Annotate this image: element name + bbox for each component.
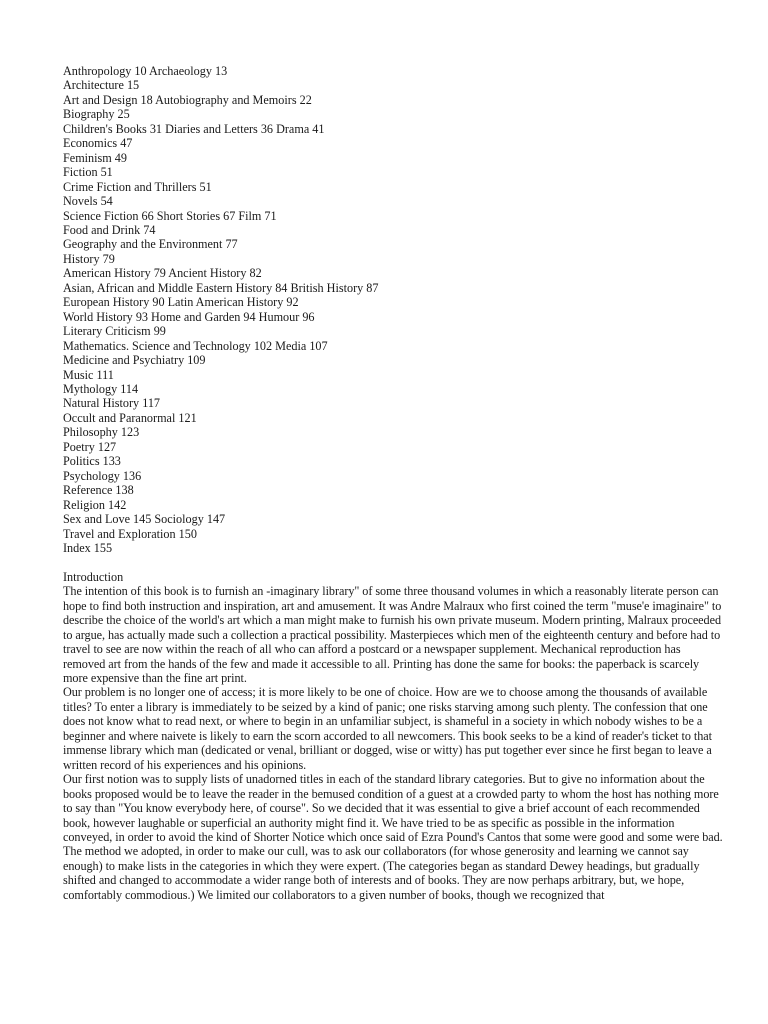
toc-entry: Economics 47 [63,136,133,151]
toc-entry: Feminism 49 [63,150,127,165]
toc-entry: American History 79 Ancient History 82 [63,266,262,281]
toc-entry: Philosophy 123 [63,425,140,440]
toc-entry: Asian, African and Middle Eastern History 84 British History 87 [63,280,379,295]
toc-entry: Food and Drink 74 [63,222,156,237]
toc-entry: Architecture 15 [63,78,140,93]
intro-paragraph: Our first notion was to supply lists of unadorned titles in each of the standard library categories. But to give no information about the books proposed would be to leave the reader in the bemused condition of a guest at a crowded party to whom the host has nothing more to say than "You know everybody here, of course". So we decided that it was essential to give a brief account of each recommended book, however laughable or superficial an authority might find it. We have tried to be as specific as possible in the information conveyed, in order to avoid the kind of Shorter Notice which once said of Ezra Pound's Cantos that some were good and some were bad. [63,772,723,844]
document-page [63,64,723,902]
intro-paragraph: The method we adopted, in order to make our cull, was to ask our collaborators (for whose generosity and learning we cannot say enough) to make lists in the categories in which they were expert. (The categories began as standard Dewey headings, but gradually shifted and changed to accommodate a wider range both of interests and of books. They are now perhaps arbitrary, but, we hope, comfortably commodious.) We limited our collaborators to a given number of books, though we recognized that [63,844,700,902]
toc-entry: Geography and the Environment 77 [63,237,238,252]
toc-entry: Anthropology 10 Archaeology 13 [63,64,228,78]
toc-entry: Psychology 136 [63,468,142,483]
toc-entry: European History 90 Latin American History 92 [63,295,299,310]
toc-entry: World History 93 Home and Garden 94 Humour 96 [63,309,315,324]
section-spacer [63,555,723,569]
toc-entry: Mathematics. Science and Technology 102 Media 107 [63,338,328,353]
toc-entry: Sex and Love 145 Sociology 147 [63,512,226,527]
toc-entry: Biography 25 [63,107,130,122]
toc-entry: Art and Design 18 Autobiography and Memoirs 22 [63,92,312,107]
introduction-section [63,570,723,902]
toc-entry: Music 111 [63,367,114,382]
toc-entry: History 79 [63,251,115,266]
toc-entry: Children's Books 31 Diaries and Letters 36 Drama 41 [63,121,325,136]
toc-entry: Medicine and Psychiatry 109 [63,353,206,368]
toc-entry: Fiction 51 [63,165,113,180]
toc-entry: Mythology 114 [63,381,139,396]
introduction-heading: Introduction [63,569,124,584]
intro-paragraph: Our problem is no longer one of access; it is more likely to be one of choice. How are we to choose among the thousands of available titles? To enter a library is immediately to be seized by a kind of panic; one risks starving among such plenty. The confession that one does not know what to read next, or where to begin in an unfamiliar subject, is shameful in a society in which nobody wishes to be a beginner and where naivete is likely to earn the scorn accorded to all newcomers. This book seeks to be a kind of reader's ticket to that immense library which man (dedicated or venal, brilliant or dogged, wise or witty) has put together ever since he first began to leave a written record of his experiences and his opinions. [63,685,712,772]
toc-entry: Crime Fiction and Thrillers 51 [63,179,212,194]
toc-entry: Travel and Exploration 150 [63,526,197,541]
toc-entry: Novels 54 [63,194,113,209]
toc-entry: Religion 142 [63,497,127,512]
toc-entry: Science Fiction 66 Short Stories 67 Film 71 [63,208,277,223]
toc-entry: Occult and Paranormal 121 [63,410,197,425]
intro-paragraph: The intention of this book is to furnish an -imaginary library" of some three thousand volumes in which a reasonably literate person can hope to find both instruction and inspiration, art and amusement. It was Andre Malraux who first coined the term "muse'e imaginaire" to describe the choice of the world's art which a man might make to furnish his own private museum. Modern printing, Malraux proceeded to argue, has actually made such a collection a practical possibility. Masterpieces which men of the eighteenth century and before had to travel to see are now within the reach of all who can afford a postcard or a newspaper supplement. Mechanical reproduction has removed art from the hands of the few and made it accessible to all. Printing has done the same for books: the paperback is scarcely more expensive than the fine art print. [63,584,722,686]
toc-entry: Index 155 [63,540,113,555]
toc-entry: Natural History 117 [63,396,161,411]
toc-entry: Politics 133 [63,454,121,469]
toc-entry: Poetry 127 [63,439,117,454]
toc-entry: Literary Criticism 99 [63,324,166,339]
toc-entry: Reference 138 [63,483,134,498]
table-of-contents [63,64,723,555]
